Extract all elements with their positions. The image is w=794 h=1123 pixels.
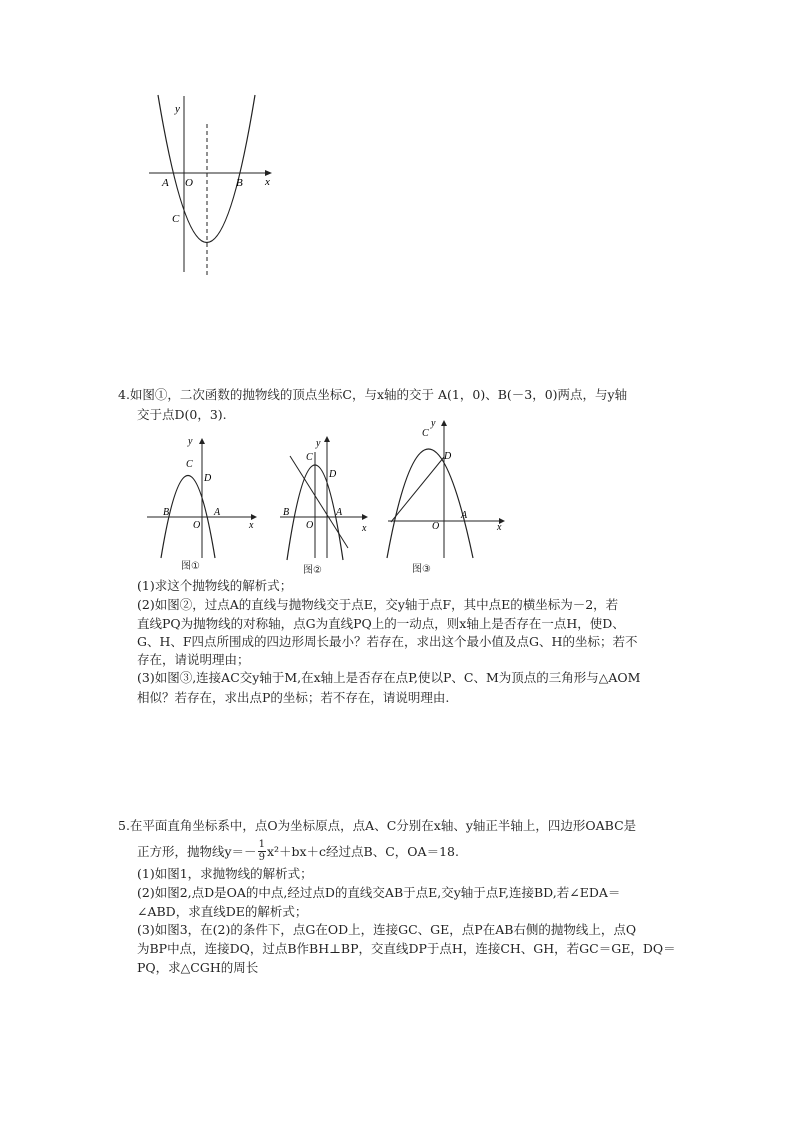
label-x: x [497, 522, 502, 533]
q5-part3-line1: (3)如图3，在(2)的条件下，点G在OD上，连接GC、GE，点P在AB右侧的抛物线上，点Q [137, 922, 637, 937]
x-axis-arrow [362, 514, 368, 520]
q4-figure-2 [276, 432, 376, 562]
q4-figure-1 [143, 430, 263, 560]
q4-caption-3: 图③ [412, 564, 431, 575]
q4-part3-line1: (3)如图③,连接AC交y轴于M,在x轴上是否存在点P,使以P、C、M为顶点的三角形与△AOM [137, 670, 641, 685]
q5-part3-line2: 为BP中点，连接DQ，过点B作BH⊥BP，交直线DP于点H，连接CH、GH，若GC＝GE，DQ＝ [137, 941, 676, 956]
label-B: B [163, 507, 170, 518]
q4-part1: (1)求这个抛物线的解析式； [137, 578, 293, 593]
label-C: C [172, 213, 180, 225]
label-B: B [283, 507, 290, 518]
q4-part2-line2: 直线PQ为抛物线的对称轴，点G为直线PQ上的一动点，则x轴上是否存在一点H，使D、 [137, 616, 625, 631]
parabola-curve [387, 449, 473, 558]
label-O: O [185, 177, 193, 189]
q5-part3-line3: PQ，求△CGH的周长 [137, 960, 259, 975]
q4-part2-line4: 存在，请说明理由； [137, 652, 250, 667]
label-O: O [432, 521, 440, 532]
label-y: y [316, 438, 321, 449]
q4-part2-line3: G、H、F四点所围成的四边形周长最小？若存在，求出这个最小值及点G、H的坐标；若不 [137, 634, 638, 649]
label-y: y [188, 436, 193, 447]
label-C: C [306, 452, 313, 463]
q5-part2-line2: ∠ABD，求直线DE的解析式； [137, 904, 308, 919]
fraction-denominator: 9 [258, 851, 265, 863]
label-y: y [175, 103, 180, 115]
q5-part2-line1: (2)如图2,点D是OA的中点,经过点D的直线交AB于点E,交y轴于点F,连接BD,若∠EDA＝ [137, 885, 621, 900]
label-O: O [306, 520, 314, 531]
label-x: x [362, 523, 367, 534]
fraction [258, 839, 266, 864]
label-y: y [431, 418, 436, 429]
label-A: A [461, 510, 468, 521]
y-axis-arrow [441, 420, 447, 426]
q4-caption-1: 图① [181, 561, 200, 572]
q5-intro-line1: 5.在平面直角坐标系中，点O为坐标原点，点A、C分别在x轴、y轴正半轴上，四边形OABC是 [118, 818, 637, 833]
fraction-numerator: 1 [258, 838, 265, 850]
line-through-A [290, 456, 348, 548]
q4-part2-line1: (2)如图②，过点A的直线与抛物线交于点E，交y轴于点F，其中点E的横坐标为－2，若 [137, 597, 619, 612]
q5-part1: (1)如图1，求抛物线的解析式； [137, 866, 313, 881]
label-A: A [162, 177, 169, 189]
segment-BD [391, 457, 444, 522]
q4-caption-2: 图② [303, 565, 322, 576]
label-C: C [186, 459, 193, 470]
top-parabola-figure [145, 90, 280, 280]
label-x: x [265, 176, 270, 188]
label-B: B [236, 177, 243, 189]
q4-intro-line2: 交于点D(0，3). [137, 407, 227, 422]
label-A: A [336, 507, 343, 518]
label-C: C [422, 428, 429, 439]
label-x: x [249, 520, 254, 531]
label-D: D [444, 451, 452, 462]
q4-part3-line2: 相似？若存在，求出点P的坐标；若不存在，请说明理由. [137, 690, 450, 705]
label-A: A [214, 507, 221, 518]
label-D: D [204, 473, 212, 484]
q4-intro-line1: 4.如图①，二次函数的抛物线的顶点坐标C，与x轴的交于 A(1，0)、B(－3，0)两点，与y轴 [118, 387, 628, 402]
y-axis-arrow [324, 436, 330, 442]
q4-figure-3 [385, 418, 510, 560]
label-O: O [193, 520, 201, 531]
q5-intro-prefix: 正方形，抛物线y＝－ [137, 844, 257, 859]
q5-intro-suffix: x²＋bx＋c经过点B、C，OA＝18. [266, 844, 459, 859]
y-axis-arrow [199, 438, 205, 444]
label-D: D [329, 469, 337, 480]
